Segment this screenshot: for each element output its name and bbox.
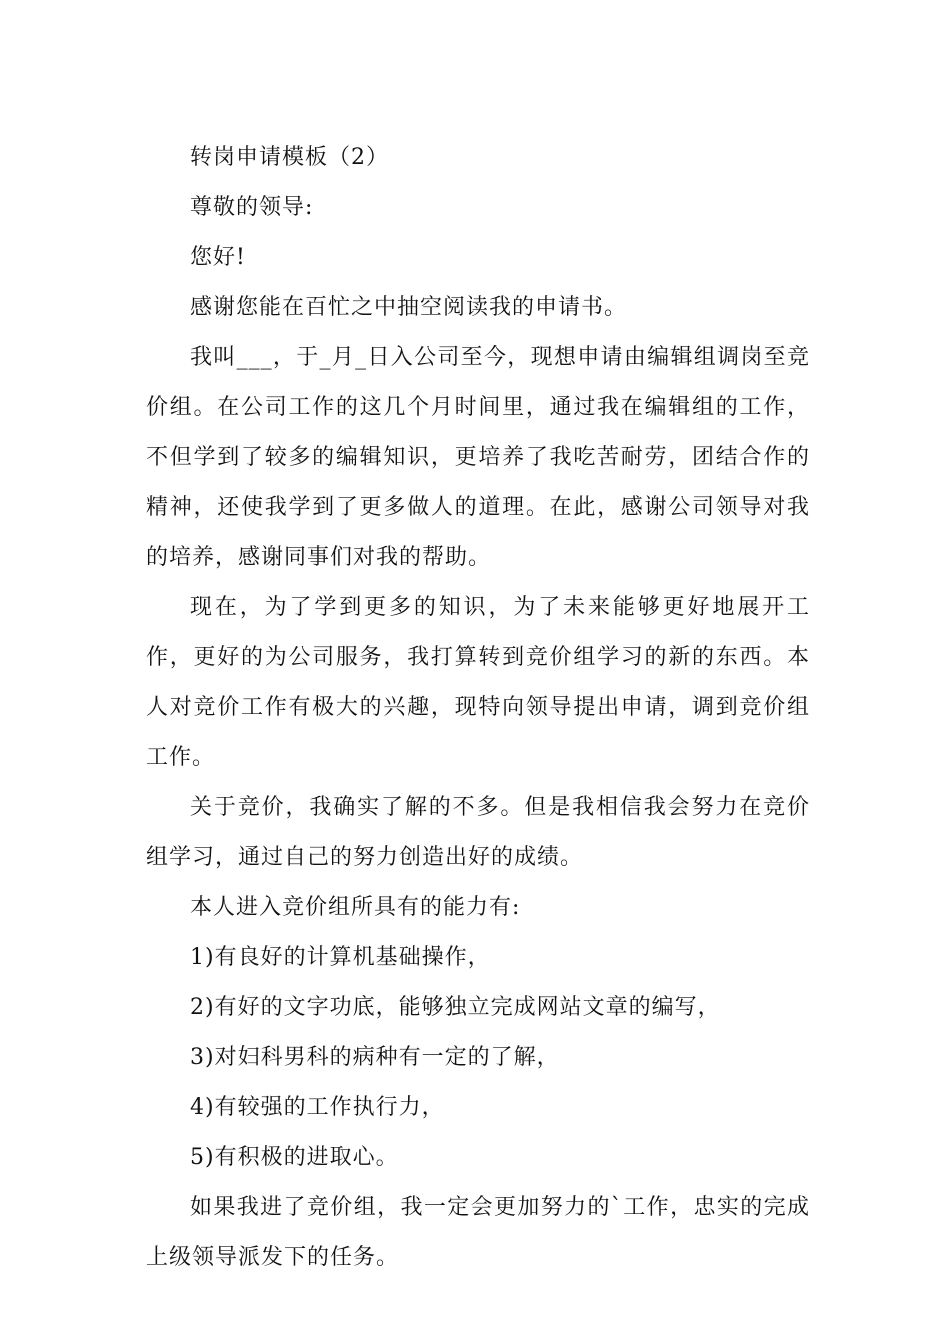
paragraph-reason: 现在，为了学到更多的知识，为了未来能够更好地展开工作，更好的为公司服务，我打算转到竞价组学习的新的东西。本人对竞价工作有极大的兴趣，现特向领导提出申请，调到竞价组工作。 (146, 595, 810, 770)
paragraph-commitment: 关于竞价，我确实了解的不多。但是我相信我会努力在竞价组学习，通过自己的努力创造出好的成绩。 (146, 795, 810, 870)
ability-item: 5)有积极的进取心。 (190, 1145, 399, 1170)
document-body (146, 133, 810, 1283)
paragraph-abilities-intro: 本人进入竞价组所具有的能力有: (190, 895, 521, 920)
ability-item: 3)对妇科男科的病种有一定的了解， (190, 1045, 560, 1070)
salutation: 尊敬的领导: (190, 195, 314, 220)
ability-item: 2)有好的文字功底，能够独立完成网站文章的编写， (190, 995, 721, 1020)
ability-item: 1)有良好的计算机基础操作， (190, 945, 491, 970)
paragraph-closing: 如果我进了竞价组，我一定会更加努力的`工作，忠实的完成上级领导派发下的任务。 (146, 1195, 810, 1270)
paragraph-thanks: 感谢您能在百忙之中抽空阅读我的申请书。 (190, 295, 628, 320)
document-title: 转岗申请模板（2） (190, 145, 389, 170)
paragraph-introduction: 我叫___，于_月_日入公司至今，现想申请由编辑组调岗至竞价组。在公司工作的这几个月时间里，通过我在编辑组的工作，不但学到了较多的编辑知识，更培养了我吃苦耐劳，团结合作的精神，还使我学到了更多做人的道理。在此，感谢公司领导对我的培养，感谢同事们对我的帮助。 (146, 345, 810, 570)
ability-item: 4)有较强的工作执行力， (190, 1095, 445, 1120)
greeting: 您好! (190, 245, 246, 270)
